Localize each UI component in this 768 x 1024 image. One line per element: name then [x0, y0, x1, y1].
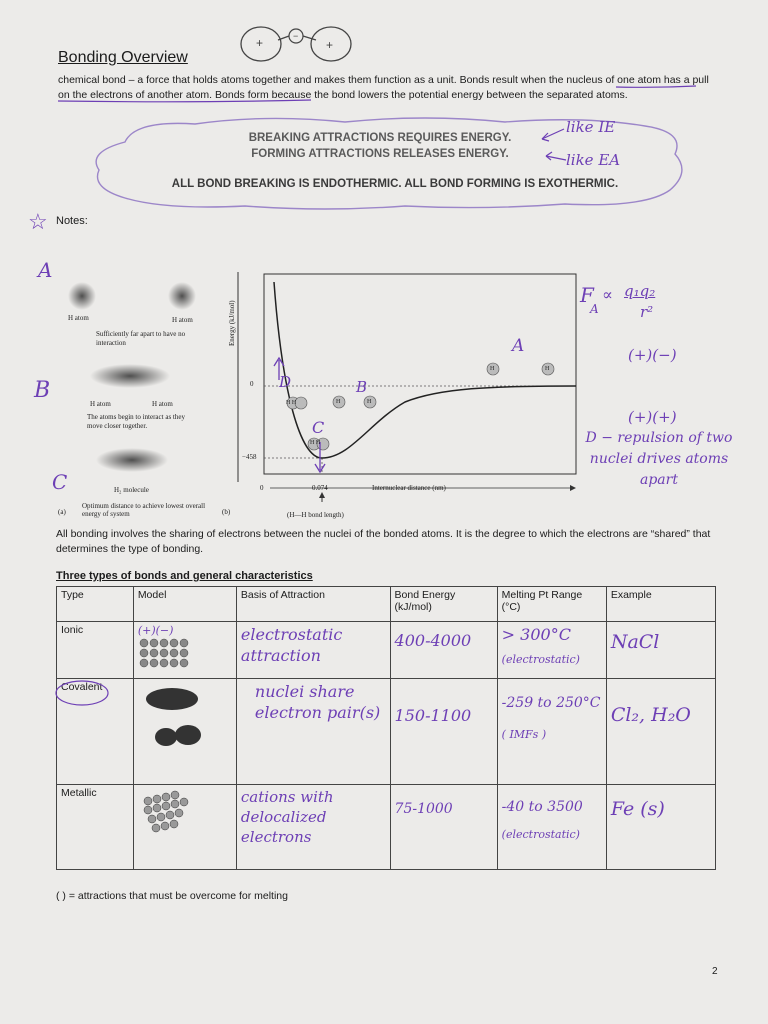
charge-sketch	[236, 22, 356, 68]
note-repulsion-charges: (+)(+)	[628, 408, 677, 426]
graph-mark-d: D	[279, 373, 292, 391]
graph-y-min: −458	[242, 453, 257, 461]
cloud-line-forming: FORMING ATTRACTIONS RELEASES ENERGY.	[251, 148, 509, 160]
cell-energy: 150-1100	[390, 679, 497, 785]
bond-types-table	[56, 586, 716, 870]
graph-x-label: Internuclear distance (nm)	[372, 484, 446, 492]
formula-subscript: A	[590, 302, 599, 316]
header-basis: Basis of Attraction	[236, 587, 390, 622]
melting-value: -40 to 3500	[501, 799, 583, 815]
cell-model	[133, 679, 236, 785]
cloud-line-breaking: BREAKING ATTRACTIONS REQUIRES ENERGY.	[248, 132, 512, 144]
graph-hh-label-1: H H	[286, 400, 297, 406]
header-melting: Melting Pt Range (°C)	[497, 587, 606, 622]
table-row	[57, 622, 716, 679]
svg-text:+: +	[256, 36, 264, 50]
letter-c: C	[52, 470, 68, 494]
note-d-repulsion: D − repulsion of two nuclei drives atoms apart	[585, 430, 733, 488]
covalent-molecule-model	[138, 681, 208, 751]
formula-numerator: q₁q₂	[624, 282, 656, 300]
h-atom-label-3: H atom	[90, 400, 111, 408]
letter-a: A	[38, 258, 53, 282]
formula-force: F	[580, 283, 594, 307]
cell-type: Metallic	[57, 785, 134, 870]
header-energy: Bond Energy (kJ/mol)	[390, 587, 497, 622]
graph-y-label: Energy (kJ/mol)	[228, 300, 236, 346]
cell-melting	[497, 785, 606, 870]
covalent-circle-annotation	[54, 678, 114, 708]
header-model: Model	[133, 587, 236, 622]
cell-example: Cl₂, H₂O	[606, 679, 715, 785]
melting-note: (electrostatic)	[501, 828, 580, 841]
cell-basis: cations with delocalized electrons	[236, 785, 390, 870]
caption-optimum: Optimum distance to achieve lowest overall energy of system	[82, 502, 206, 518]
graph-h-label-4: H	[545, 366, 550, 372]
chemical-bond-definition: chemical bond – a force that holds atoms together and makes them function as a unit. Bonds result when the nucleus of one atom has a pull on the electrons of another atom. Bonds form because the bond lowers the potential energy between the separated atoms.	[58, 74, 709, 101]
svg-text:+: +	[326, 38, 334, 52]
graph-hh-label-2: H H	[310, 440, 321, 446]
cell-basis: electrostatic attraction	[236, 622, 390, 679]
h-atom-label-2: H atom	[172, 316, 193, 324]
panel-b-label: (b)	[222, 508, 231, 516]
graph-mark-a: A	[512, 336, 525, 356]
cell-type: Covalent	[57, 679, 134, 785]
header-example: Example	[606, 587, 715, 622]
note-like-ie: like IE	[566, 118, 616, 136]
cell-melting	[497, 679, 606, 785]
cell-example: Fe (s)	[606, 785, 715, 870]
cell-basis: nuclei share electron pair(s)	[236, 679, 390, 785]
ionic-lattice-model	[138, 637, 198, 671]
cell-example: NaCl	[606, 622, 715, 679]
cell-model	[133, 785, 236, 870]
h2-molecule-label: H₂ molecule	[114, 486, 149, 494]
graph-x-min: 0.074	[312, 484, 328, 492]
graph-x-zero: 0	[260, 484, 264, 492]
cell-melting	[497, 622, 606, 679]
graph-bond-length: (H—H bond length)	[287, 511, 344, 519]
proportional-icon: ∝	[602, 285, 613, 304]
h-atom-label-4: H atom	[152, 400, 173, 408]
page-title: Bonding Overview	[58, 49, 188, 66]
melting-value: > 300°C	[501, 625, 571, 644]
table-header-row	[57, 587, 716, 622]
cloud-line-summary: ALL BOND BREAKING IS ENDOTHERMIC. ALL BOND FORMING IS EXOTHERMIC.	[171, 178, 619, 190]
melting-note: (electrostatic)	[501, 653, 580, 666]
intro-underlines	[56, 84, 716, 104]
svg-text:−: −	[293, 31, 299, 41]
graph-mark-b: B	[356, 378, 368, 396]
graph-h-label-1: H	[336, 399, 341, 405]
sharing-paragraph: All bonding involves the sharing of electrons between the nuclei of the bonded atoms. It is the degree to which the electrons are “shared” that determines the type of bonding.	[56, 528, 711, 555]
table-footnote: ( ) = attractions that must be overcome for melting	[56, 890, 288, 902]
atom-diagrams	[60, 278, 220, 478]
star-icon: ☆	[28, 210, 48, 235]
header-type: Type	[57, 587, 134, 622]
cell-energy: 400-4000	[390, 622, 497, 679]
table-title: Three types of bonds and general characteristics	[56, 570, 313, 582]
cell-type: Ionic	[57, 622, 134, 679]
note-like-ea: like EA	[566, 151, 621, 169]
note-attraction-charges: (+)(−)	[628, 346, 677, 364]
model-charge-note: (+)(−)	[137, 624, 174, 637]
table-row	[57, 679, 716, 785]
letter-b: B	[34, 378, 51, 403]
graph-h-label-3: H	[490, 366, 495, 372]
panel-a-label: (a)	[58, 508, 66, 516]
melting-note: ( IMFs )	[501, 728, 547, 741]
note-arrows	[536, 123, 576, 163]
cell-model	[133, 622, 236, 679]
notes-label: Notes:	[56, 215, 88, 227]
melting-value: -259 to 250°C	[501, 695, 601, 711]
table-row	[57, 785, 716, 870]
caption-interact: The atoms begin to interact as they move closer together.	[87, 413, 185, 430]
metallic-lattice-model	[138, 787, 198, 839]
h-atom-label-1: H atom	[68, 314, 89, 322]
graph-h-label-2: H	[367, 399, 372, 405]
formula-denominator: r²	[640, 303, 654, 321]
graph-y-zero: 0	[250, 380, 254, 388]
caption-far-apart: Sufficiently far apart to have no interaction	[96, 330, 186, 347]
graph-mark-c: C	[312, 418, 325, 437]
cell-energy: 75-1000	[390, 785, 497, 870]
page-number: 2	[712, 966, 718, 977]
